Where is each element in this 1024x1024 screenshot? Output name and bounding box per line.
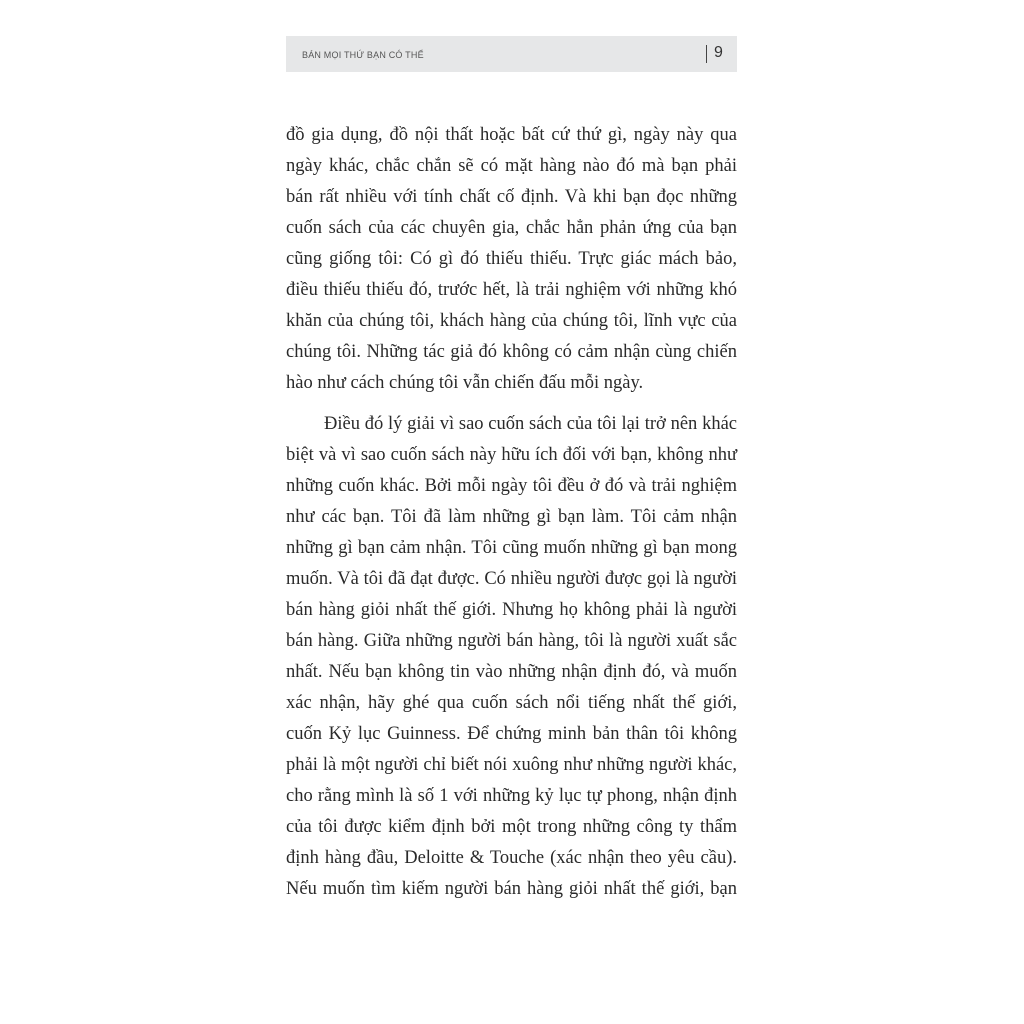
- running-title: BÁN MỌI THỨ BẠN CÓ THỂ: [302, 50, 424, 60]
- text-line: cho rằng mình là số 1 với những kỷ lục tự phong, nhận định: [286, 786, 737, 806]
- text-line: Nếu muốn tìm kiếm người bán hàng giỏi nhất thế giới, bạn: [286, 879, 737, 899]
- text-line: chúng tôi. Những tác giả đó không có cảm nhận cùng chiến: [286, 342, 737, 362]
- header-divider: [706, 45, 707, 63]
- text-line: xác nhận, hãy ghé qua cuốn sách nổi tiếng nhất thế giới,: [286, 693, 737, 713]
- page-number: 9: [714, 44, 723, 61]
- text-line: cuốn Kỷ lục Guinness. Để chứng minh bản thân tôi không: [286, 724, 737, 744]
- text-line: bán hàng. Giữa những người bán hàng, tôi là người xuất sắc: [286, 631, 737, 651]
- text-line: những cuốn khác. Bởi mỗi ngày tôi đều ở đó và trải nghiệm: [286, 476, 737, 496]
- body-text: [286, 120, 737, 905]
- text-line: cũng giống tôi: Có gì đó thiếu thiếu. Trực giác mách bảo,: [286, 249, 737, 269]
- text-line: ngày khác, chắc chắn sẽ có mặt hàng nào đó mà bạn phải: [286, 156, 737, 176]
- running-header: [286, 36, 737, 72]
- text-line: Điều đó lý giải vì sao cuốn sách của tôi lại trở nên khác: [324, 414, 737, 434]
- text-line: biệt và vì sao cuốn sách này hữu ích đối với bạn, không như: [286, 445, 737, 465]
- text-line: như các bạn. Tôi đã làm những gì bạn làm. Tôi cảm nhận: [286, 507, 737, 527]
- text-line: của tôi được kiểm định bởi một trong những công ty thẩm: [286, 817, 737, 837]
- text-line: khăn của chúng tôi, khách hàng của chúng tôi, lĩnh vực của: [286, 311, 737, 331]
- text-line: bán rất nhiều với tính chất cố định. Và khi bạn đọc những: [286, 187, 737, 207]
- text-line: cuốn sách của các chuyên gia, chắc hẳn phản ứng của bạn: [286, 218, 737, 238]
- paragraph-1: [286, 120, 737, 399]
- text-line: phải là một người chỉ biết nói xuông như những người khác,: [286, 755, 737, 775]
- text-line: đồ gia dụng, đồ nội thất hoặc bất cứ thứ gì, ngày này qua: [286, 125, 737, 145]
- text-line: bán hàng giỏi nhất thế giới. Nhưng họ không phải là người: [286, 600, 737, 620]
- text-line: định hàng đầu, Deloitte & Touche (xác nhận theo yêu cầu).: [286, 848, 737, 868]
- paragraph-2: [286, 409, 737, 905]
- text-line: điều thiếu thiếu đó, trước hết, là trải nghiệm với những khó: [286, 280, 737, 300]
- text-line: nhất. Nếu bạn không tin vào những nhận định đó, và muốn: [286, 662, 737, 682]
- text-line: hào như cách chúng tôi vẫn chiến đấu mỗi ngày.: [286, 373, 644, 393]
- text-line: những gì bạn cảm nhận. Tôi cũng muốn những gì bạn mong: [286, 538, 737, 558]
- text-line: muốn. Và tôi đã đạt được. Có nhiều người được gọi là người: [286, 569, 737, 589]
